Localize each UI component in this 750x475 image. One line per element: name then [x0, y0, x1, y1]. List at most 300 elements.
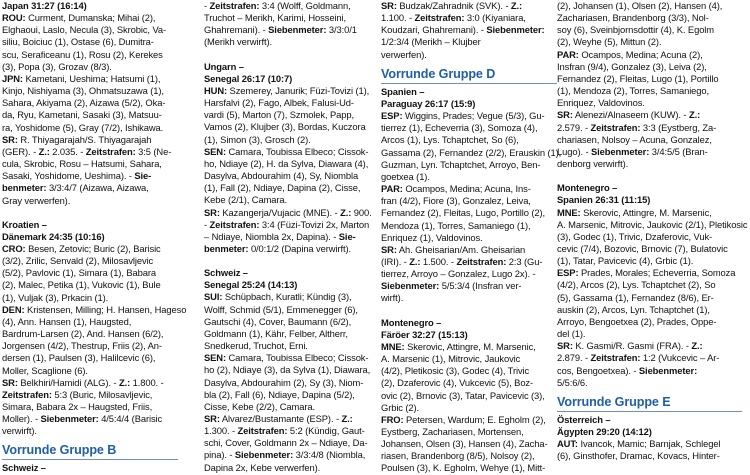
field-text: Paraguay 26:17 (15:9): [381, 97, 476, 109]
field-text: Zachariasen, Brandenborg (3/3), Nol-: [557, 12, 709, 24]
field-label: SR:: [204, 413, 220, 424]
report-line: [381, 134, 557, 146]
field-label: SR:: [2, 376, 18, 388]
field-label: Zeitstrafen:: [2, 388, 52, 400]
report-line: [381, 341, 557, 353]
field-label: Zeitstrafen:: [590, 352, 641, 364]
report-line: [381, 244, 557, 256]
field-text: cos, Bengoetxea). -: [557, 364, 639, 376]
field-text: (1), Simon (3), Grosch (2).: [204, 133, 311, 145]
report-line: [2, 61, 178, 73]
field-label: Siebenmeter:: [486, 24, 545, 36]
field-text: -: [204, 218, 210, 230]
field-text: Belkhiri/Hamidi (ALG). -: [17, 376, 119, 388]
field-text: -: [204, 0, 210, 11]
field-text: Sasaki, Yoshidome, Ueshima). -: [2, 170, 135, 182]
field-text: Poulsen (3), K. Egholm, Wehye (1), Mitt-: [381, 462, 546, 474]
field-label: Zeitstrafen:: [209, 218, 260, 230]
field-text: Ocampos, Medina; Acuna (2),: [578, 48, 703, 60]
field-text: A. Marsenic (1), Mitrovic, Jaukovic: [381, 353, 521, 365]
report-line: [204, 219, 380, 231]
report-line: [2, 73, 178, 85]
field-text: pina). -: [204, 449, 235, 461]
report-line: [204, 194, 380, 206]
field-text: 4/5:4/4 (Barisic: [98, 413, 163, 425]
field-text: Ivancok, Mamic; Barnjak, Schlegel: [577, 438, 721, 450]
field-label: PAR:: [381, 183, 403, 195]
report-line: [2, 365, 178, 377]
field-text: Elghaoui, Laslo, Necula (3), Skrobic, Va-: [2, 24, 167, 36]
field-text: denborg verwirft).: [557, 158, 629, 170]
field-text: (4), Ann. Hansen (1), Haugsted,: [2, 315, 132, 327]
field-label: SR:: [2, 133, 18, 145]
field-text: Österreich –: [557, 413, 611, 425]
field-text: Goldmann (1), Kähr, Felber, Altherr,: [204, 327, 348, 339]
column-1: [2, 0, 187, 474]
field-text: soy (6), Sveinbjornsdottir (4), K. Egolm: [557, 24, 714, 36]
match-title-line: [557, 182, 742, 194]
report-line: [557, 218, 748, 231]
field-text: chariasen, Nolsoy – Acuna, Gonzalez,: [557, 133, 712, 145]
field-label: MNE:: [381, 340, 405, 352]
field-text: Grbic (2).: [381, 401, 420, 413]
field-label: DEN:: [2, 303, 25, 315]
field-label: Zeitstrafen:: [237, 425, 288, 437]
field-text: Kristensen, Milling; H. Hansen, Hageso: [24, 303, 187, 315]
report-line: [204, 207, 380, 219]
field-text: Camara, Toubissa Elbeco; Cissok-: [226, 145, 369, 157]
field-label: Sie-: [134, 170, 152, 182]
report-line: [557, 377, 742, 389]
report-line: [381, 220, 557, 232]
report-line: [557, 328, 742, 340]
report-line: [204, 437, 380, 449]
section-heading: Vorrunde Gruppe B: [2, 443, 117, 458]
report-line: [381, 292, 557, 304]
field-text: Petersen, Wardum; E. Egholm (2),: [403, 413, 546, 425]
field-text: schi, Cover, Goldmann 2x – Ndiaye, Da-: [204, 437, 368, 449]
report-line: [381, 365, 557, 377]
report-line: [381, 256, 557, 268]
field-label: SUI:: [204, 291, 223, 303]
field-text: 1.100. -: [381, 12, 415, 24]
field-text: (IRI). -: [381, 255, 410, 267]
report-line: [2, 85, 178, 97]
report-line: [557, 352, 742, 364]
field-label: Sie-: [338, 230, 356, 242]
report-line: [2, 36, 178, 48]
report-line: [381, 0, 557, 12]
field-text: Enriquez, Valdovinos.: [557, 97, 645, 109]
report-line: [381, 402, 557, 414]
field-text: Gassama (2), Fernandez (2/2), Erauskin (1),: [381, 146, 562, 158]
report-line: [2, 425, 178, 437]
report-line: [557, 255, 742, 267]
field-text: 3:4 (Füzi-Tovizi 2x, Marton: [259, 218, 370, 230]
field-text: Skerovic, Attingre, M. Marsenic,: [580, 206, 712, 218]
field-label: Z.:: [341, 413, 353, 424]
column-2: [204, 0, 380, 473]
field-text: Snedkerud, Truchot, Erni.: [204, 340, 308, 352]
field-text: Lugo). -: [557, 145, 592, 157]
report-line: [557, 109, 742, 121]
field-text: Dänemark 24:35 (10:16): [2, 230, 105, 242]
field-text: (GER). -: [2, 145, 39, 157]
field-text: (3), Godec (1), Trivic, Dzaferovic, Vuk-: [557, 230, 713, 242]
field-text: (2), Dzaferovic (4), Vukcevic (5), Boz-: [381, 377, 534, 389]
report-line: [2, 170, 178, 182]
field-text: Montenegro –: [557, 182, 618, 194]
report-line: [2, 401, 178, 413]
report-line: [2, 340, 178, 352]
report-line: [557, 0, 742, 12]
field-label: JPN:: [2, 72, 23, 84]
report-line: [2, 134, 178, 146]
report-line: [2, 413, 178, 425]
report-line: [204, 158, 380, 170]
report-line: [2, 389, 178, 401]
heading-rule: [557, 411, 742, 412]
field-label: FRO:: [381, 413, 404, 425]
report-line: [557, 231, 742, 243]
field-text: verwerfen).: [381, 48, 427, 60]
match-title-line: [2, 231, 178, 243]
field-text: Gray verwerfen).: [2, 194, 71, 206]
field-text: Truchot – Merikh, Karimi, Hosseini,: [204, 12, 347, 24]
field-text: ho (2), Ndiaye (3), da Sylva (1), Diawara,: [204, 364, 371, 376]
report-line: [557, 243, 742, 255]
field-text: verwirft).: [2, 425, 37, 437]
report-line: [204, 462, 380, 474]
field-label: Siebenmeter:: [591, 145, 650, 157]
field-label: CRO:: [2, 242, 26, 254]
field-text: Ocampos, Medina; Acuna, Ins-: [402, 183, 531, 195]
field-text: 900.: [351, 206, 372, 218]
report-line: [557, 36, 742, 48]
report-line: [204, 0, 380, 12]
report-line: [557, 267, 742, 279]
report-line: [381, 353, 557, 365]
field-label: benmeter:: [204, 242, 249, 254]
report-line: [381, 426, 557, 438]
field-text: Cisse, Kebe (2/2), Camara.: [204, 400, 315, 412]
report-line: [557, 12, 742, 24]
report-line: [557, 49, 742, 61]
field-text: R. Thiyagarajah/S. Thiyagarajah: [17, 133, 152, 145]
report-line: [2, 352, 178, 364]
field-text: Senegal 26:17 (10:7): [204, 72, 293, 84]
section-heading: Vorrunde Gruppe E: [557, 394, 671, 409]
field-label: SEN:: [204, 145, 226, 157]
field-text: del (1).: [557, 328, 586, 340]
field-text: 3:0 (Kiyaniara,: [464, 12, 526, 24]
report-line: [2, 49, 178, 61]
field-label: Zeitstrafen:: [85, 145, 136, 157]
report-line: [557, 134, 742, 146]
field-text: Schweiz –: [204, 267, 248, 279]
field-text: Fernandez (2), Fleitas, Lugo (1), Portillo: [557, 72, 719, 84]
field-text: Curment, Dumanska; Mihai (2),: [25, 12, 156, 24]
report-line: [2, 195, 178, 207]
field-text: Schweiz –: [2, 462, 46, 474]
field-text: (1), Mendoza (2), Torres, Samaniego,: [557, 85, 710, 97]
report-line: [381, 36, 557, 48]
match-title-line: [557, 426, 742, 438]
report-line: [204, 413, 380, 425]
field-label: SR:: [557, 109, 573, 121]
field-text: (3/2), Zrilic, Senvald (2), Milosavljevic: [2, 255, 154, 267]
report-line: [2, 243, 178, 255]
field-text: Senegal 25:24 (14:13): [204, 279, 298, 291]
report-line: [557, 340, 742, 352]
report-line: [381, 49, 557, 61]
field-label: benmeter:: [2, 182, 47, 194]
match-title-line: [557, 194, 742, 206]
field-text: Mendoza (1), Torres, Samaniego (1),: [381, 219, 531, 231]
field-text: (4/2), Arcos (2), Lys. Tchaptchet (2), So: [557, 279, 716, 291]
column-4: [557, 0, 748, 462]
field-text: Insfran (9/4), Gonzalez (3), Leiva (2),: [557, 60, 707, 72]
field-text: (2), Weyhe (5), Mittun (2).: [557, 36, 662, 48]
heading-rule: [2, 459, 178, 460]
field-text: Dasylva, Abdourahim (4), Sy, Niombla: [204, 170, 359, 182]
paragraph-gap: [2, 207, 178, 219]
field-text: tierrez (1), Echeverria (3), Somoza (4),: [381, 122, 538, 134]
report-line: [381, 12, 557, 24]
field-text: Spanien –: [381, 85, 425, 97]
field-text: tierrez, Arroyo – Gonzalez, Lugo 2x). -: [381, 268, 536, 280]
report-line: [381, 450, 557, 462]
field-text: Moller). -: [2, 413, 41, 425]
field-text: (1), Fall (2), Ndiaye, Dapina (2), Cisse,: [204, 182, 361, 194]
field-text: (5/2), Pavlovic (1), Simara (1), Babara: [2, 267, 156, 279]
field-label: Zeitstrafen:: [590, 121, 641, 133]
field-text: Guzman, Lyn. Tchaptchet, Arroyo, Ben-: [381, 158, 541, 170]
field-label: Siebenmeter:: [234, 449, 294, 461]
report-line: [381, 110, 557, 122]
field-text: (1), Tatar, Pavicevic (4), Grbic (1).: [557, 255, 694, 267]
field-text: Harsfalvi (2), Fago, Albek, Falusi-Ud-: [204, 97, 354, 109]
report-line: [2, 316, 178, 328]
field-text: Bardrum-Larsen (2), And. Hansen (6/2),: [2, 328, 164, 340]
field-text: vardi (5), Marton (7), Szmolek, Papp,: [204, 109, 354, 121]
report-line: [204, 401, 380, 413]
paragraph-gap: [381, 305, 557, 317]
report-line: [2, 109, 178, 121]
report-line: [557, 61, 742, 73]
field-text: riasen, Brandenborg (8/5), Nolsoy (2),: [381, 450, 535, 462]
report-line: [2, 12, 178, 24]
field-text: Spanien 26:31 (11:15): [557, 194, 651, 206]
report-line: [381, 414, 557, 426]
field-text: dersen (1), Paulsen (3), Halilcevic (6),: [2, 352, 156, 364]
field-label: Siebenmeter:: [638, 364, 698, 376]
field-text: Färöer 32:27 (15:13): [381, 328, 468, 340]
field-text: Alenezi/Alnaseem (KUW). -: [572, 109, 689, 121]
field-label: Zeitstrafen:: [209, 0, 260, 11]
field-text: Ah. Gheisarian/Am. Gheisarian: [396, 243, 526, 255]
report-line: [381, 207, 557, 219]
field-text: 1.800. -: [130, 376, 164, 388]
field-text: Montenegro –: [381, 316, 442, 328]
match-title-line: [204, 61, 380, 73]
field-label: Zeitstrafen:: [414, 12, 465, 24]
field-text: 1/2:3/4 (Merikh – Klujber: [381, 36, 481, 48]
report-line: [2, 122, 178, 134]
report-line: [2, 267, 178, 279]
field-text: Dapina 2x, Kebe verwerfen).: [204, 461, 321, 473]
report-line: [204, 316, 380, 328]
report-line: [2, 97, 178, 109]
field-text: 3/3:4/7 (Aizawa, Aizawa,: [46, 182, 149, 194]
report-line: [204, 304, 380, 316]
field-text: Vamos (2), Klujber (3), Bordas, Kuczora: [204, 121, 366, 133]
report-line: [2, 328, 178, 340]
field-text: scu, Seraficeanu (1), Rosu (2), Kerekes: [2, 48, 163, 60]
report-line: [557, 207, 742, 219]
field-text: – Ndiaye, Niombla 2x, Dapina). -: [204, 230, 339, 242]
field-label: SR:: [381, 243, 397, 255]
match-title-line: [381, 329, 557, 341]
field-text: Japan 31:27 (16:14): [2, 0, 87, 11]
field-label: Z.:: [409, 255, 421, 267]
report-line: [381, 146, 562, 159]
match-title-line: [2, 0, 178, 12]
field-label: Zeitstrafen:: [456, 255, 507, 267]
report-line: [381, 438, 557, 450]
report-line: [2, 182, 178, 194]
report-line: [381, 24, 557, 36]
report-line: [557, 279, 742, 291]
field-text: cula, Skrobic, Rosu – Hatsumi, Sahara,: [2, 158, 162, 170]
field-text: Kroatien –: [2, 218, 47, 230]
field-text: 5:2 (Kündig, Gaut-: [287, 425, 365, 437]
field-text: 3/3:4/8 (Niombla,: [293, 449, 366, 461]
report-line: [2, 292, 178, 304]
report-line: [204, 36, 380, 48]
field-text: 5:3 (Buric, Milosavljevic,: [51, 388, 153, 400]
field-text: siliu, Boiciuc (1), Ostase (6), Dumitra-: [2, 36, 154, 48]
field-text: 1:2 (Vukcevic – Ar-: [640, 352, 720, 364]
section-heading: Vorrunde Gruppe D: [381, 66, 496, 81]
heading-rule: [381, 83, 557, 84]
field-text: Johansen, Olsen (3), Hansen (4), Zacha-: [381, 438, 548, 450]
field-label: AUT:: [557, 438, 578, 450]
match-title-line: [557, 414, 742, 426]
field-text: Simara, Babara 2x – Haugsted, Friis,: [2, 401, 153, 412]
field-text: 3/4:5/5 (Bran-: [649, 145, 708, 157]
report-line: [381, 171, 557, 183]
field-text: 3:4 (Wolff, Goldmann,: [259, 0, 351, 11]
field-text: Alvarez/Bustamante (ESP). -: [219, 413, 342, 424]
report-line: [557, 292, 742, 304]
field-text: Ghahremani). -: [204, 24, 269, 36]
field-text: Prades, Morales; Echeverria, Somoza: [578, 267, 736, 279]
field-text: Wiggins, Prades; Vegue (5/3), Gu-: [402, 110, 545, 122]
field-text: K. Gasmi/R. Gasmi (FRA). -: [572, 340, 692, 352]
report-line: [557, 365, 742, 377]
report-line: [557, 24, 742, 36]
field-text: Camara, Toubissa Elbeco; Cissok-: [226, 352, 369, 364]
report-line: [381, 159, 557, 171]
field-text: cevic (7/4), Bozovic, Brnovic (7), Bulatovic: [557, 242, 728, 254]
field-label: SR:: [204, 206, 220, 218]
field-text: Kebe (2/1), Camara.: [204, 194, 288, 206]
field-text: 1.500. -: [420, 255, 457, 267]
field-text: Schüpbach, Kuratli; Kündig (3),: [222, 291, 352, 303]
field-text: fran (4/2), Fiore (3), Gonzalez, Leiva,: [381, 195, 531, 207]
field-label: SEN:: [204, 352, 226, 364]
field-text: Koudzari, Ghahremani). -: [381, 24, 487, 36]
field-text: 3/3:0/1: [326, 24, 357, 36]
field-text: (3), Popa (3), Grozav (8/3).: [2, 60, 112, 72]
field-text: Kametani, Ueshima; Hatsumi (1),: [22, 72, 161, 84]
report-line: [204, 109, 380, 121]
report-line: [557, 438, 742, 450]
field-text: (5), Gassama (1), Fernandez (8/6), Er-: [557, 291, 714, 303]
report-line: [204, 377, 380, 389]
report-line: [381, 462, 557, 474]
column-3: [381, 0, 562, 474]
field-label: SR:: [381, 0, 397, 11]
match-title-line: [204, 279, 380, 291]
match-title-line: [381, 317, 557, 329]
report-line: [204, 134, 380, 146]
field-text: 5/5:3/4 (Insfran ver-: [439, 280, 522, 292]
report-line: [557, 316, 742, 328]
report-line: [557, 450, 742, 462]
field-text: Skerovic, Attingre, M. Marsenic,: [404, 340, 536, 352]
field-text: (6), Ginsthofer, Dramac, Kovacs, Hinter-: [557, 450, 720, 462]
report-line: [2, 146, 178, 158]
report-line: [381, 280, 557, 292]
report-line: [2, 303, 187, 316]
field-label: SR:: [557, 340, 573, 352]
field-text: da, Ryu, Kametani, Sasaki (3), Matsuu-: [2, 109, 162, 121]
field-text: 3:5 (Ne-: [135, 145, 172, 157]
match-title-line: [381, 86, 557, 98]
report-line: [204, 425, 380, 437]
field-label: Z.:: [691, 340, 703, 352]
field-text: (Merikh verwirft).: [204, 36, 272, 48]
report-line: [204, 85, 380, 97]
field-text: Szemerey, Janurik; Füzi-Tovizi (1),: [227, 84, 370, 96]
report-line: [204, 389, 380, 401]
field-text: Fernandez (2), Fleitas, Lugo, Portillo (2),: [381, 207, 546, 219]
report-line: [204, 352, 380, 364]
field-text: 2:3 (Gu-: [506, 255, 543, 267]
field-text: Wolff, Schmid (5/1), Emmenegger (6),: [204, 303, 358, 315]
report-line: [381, 390, 557, 402]
field-text: Gautschi (4), Cover, Baumann (6/2),: [204, 315, 352, 327]
report-line: [204, 12, 380, 24]
field-label: Z.:: [38, 145, 50, 157]
report-line: [557, 304, 742, 316]
field-text: Dasylva, Abdourahim (2), Sy (3), Niom-: [204, 376, 364, 388]
paragraph-gap: [557, 170, 742, 182]
report-line: [381, 195, 557, 207]
report-line: [204, 97, 380, 109]
field-text: 3:3 (Eystberg, Za-: [640, 121, 717, 133]
field-label: Z.:: [688, 109, 701, 121]
match-title-line: [2, 462, 178, 474]
paragraph-gap: [204, 49, 380, 61]
field-text: 2.579. -: [557, 121, 591, 133]
report-line: [381, 232, 557, 244]
report-line: [557, 122, 742, 134]
report-line: [557, 85, 742, 97]
field-text: 2.879. -: [557, 352, 591, 364]
